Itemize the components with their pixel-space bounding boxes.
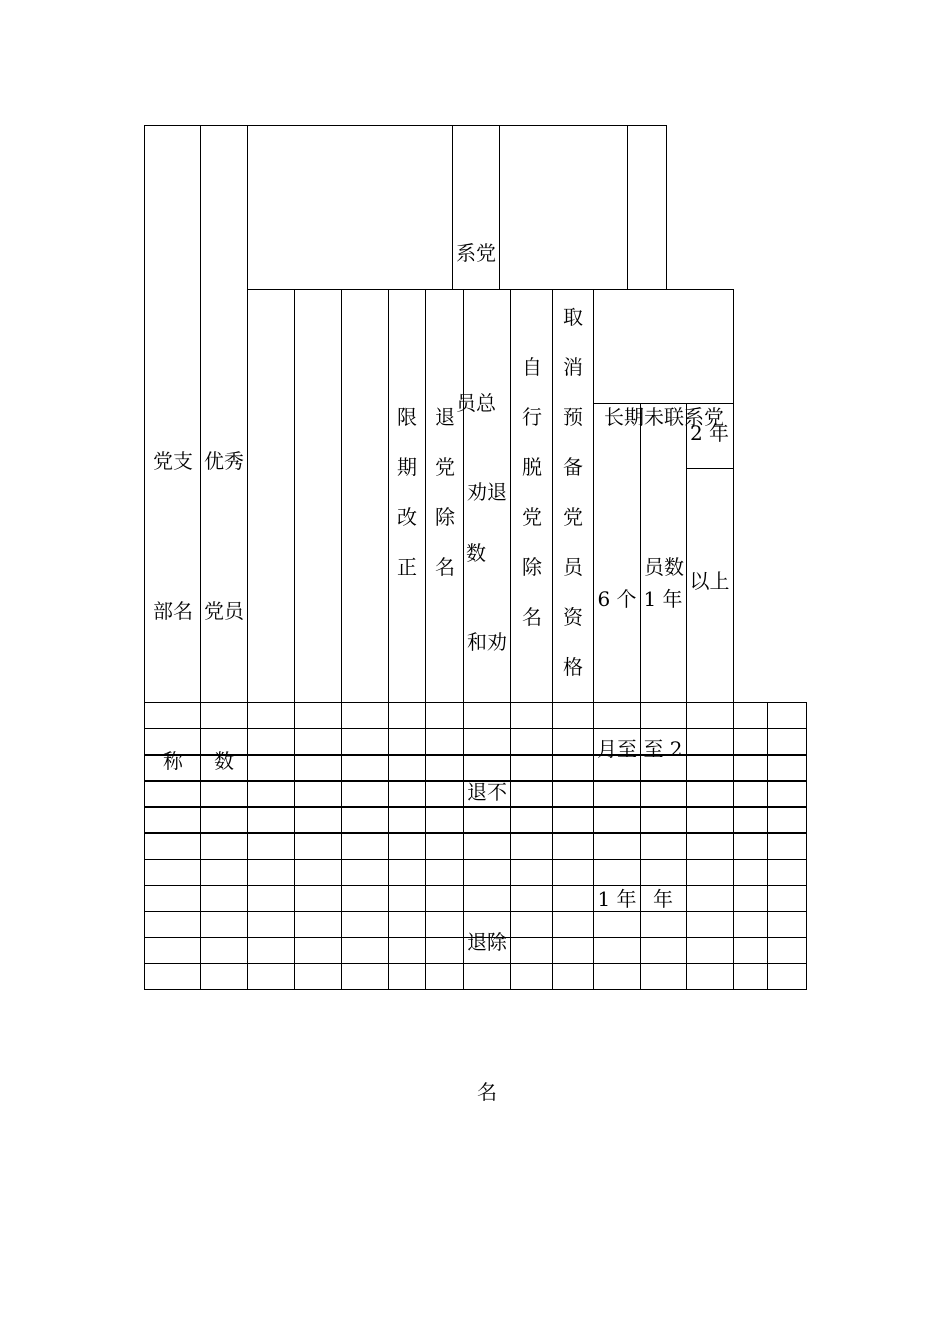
header-branch-name-line: 称 (163, 749, 183, 773)
header-one-year-line: 1 年 (643, 587, 683, 611)
grid-vertical-line (294, 289, 295, 989)
grid-vertical-line (144, 125, 145, 989)
grid-vertical-line (666, 125, 667, 289)
grid-vertical-line (627, 125, 628, 289)
grid-vertical-line (341, 289, 342, 989)
header-excellent-members (200, 336, 248, 886)
header-unlinked-total-line: 数 (466, 541, 486, 565)
header-withdraw-removed: 退 党 除 名 (435, 405, 455, 579)
grid-vertical-line (552, 289, 553, 989)
header-unlinked-total-line: 系党 (456, 241, 496, 265)
header-limited-correction: 限 期 改 正 (397, 405, 417, 579)
header-unlinked-total-line: 员总 (456, 391, 496, 415)
header-excellent-members-line: 党员 (204, 599, 244, 623)
header-six-months-line: 月至 (597, 737, 637, 761)
header-branch-name-line: 党支 (153, 449, 193, 473)
header-excellent-members-line: 数 (214, 749, 234, 773)
header-persuade-withdraw (463, 367, 511, 1217)
header-excellent-members-line: 优秀 (204, 449, 244, 473)
grid-horizontal-line (144, 125, 666, 126)
header-long-unlinked-line: 员数 (644, 555, 684, 579)
header-persuade-withdraw-line: 名 (477, 1080, 497, 1104)
header-persuade-withdraw-line: 退不 (467, 780, 507, 804)
header-six-months-line: 6 个 (597, 587, 637, 611)
header-two-years-bottom: 以上 (689, 569, 730, 593)
header-six-months (594, 474, 640, 1024)
header-one-year-line: 至 2 (643, 737, 683, 761)
grid-vertical-line (806, 702, 807, 989)
header-long-unlinked-line: 长期未联系党 (604, 405, 724, 429)
header-branch-name (148, 336, 198, 886)
grid-vertical-line (388, 289, 389, 989)
grid-vertical-line (767, 702, 768, 989)
header-cancel-probationary: 取 消 预 备 党 员 资 格 (563, 305, 583, 679)
header-one-year (640, 474, 686, 1024)
header-self-detach: 自 行 脱 党 除 名 (522, 355, 542, 629)
header-six-months-line: 1 年 (597, 887, 637, 911)
header-persuade-withdraw-line: 退除 (467, 930, 507, 954)
header-one-year-line: 年 (653, 887, 673, 911)
header-branch-name-line: 部名 (153, 599, 193, 623)
header-two-years-top: 2 年 (689, 421, 730, 445)
header-persuade-withdraw-line: 劝退 (467, 480, 507, 504)
grid-vertical-line (425, 289, 426, 989)
header-persuade-withdraw-line: 和劝 (467, 630, 507, 654)
